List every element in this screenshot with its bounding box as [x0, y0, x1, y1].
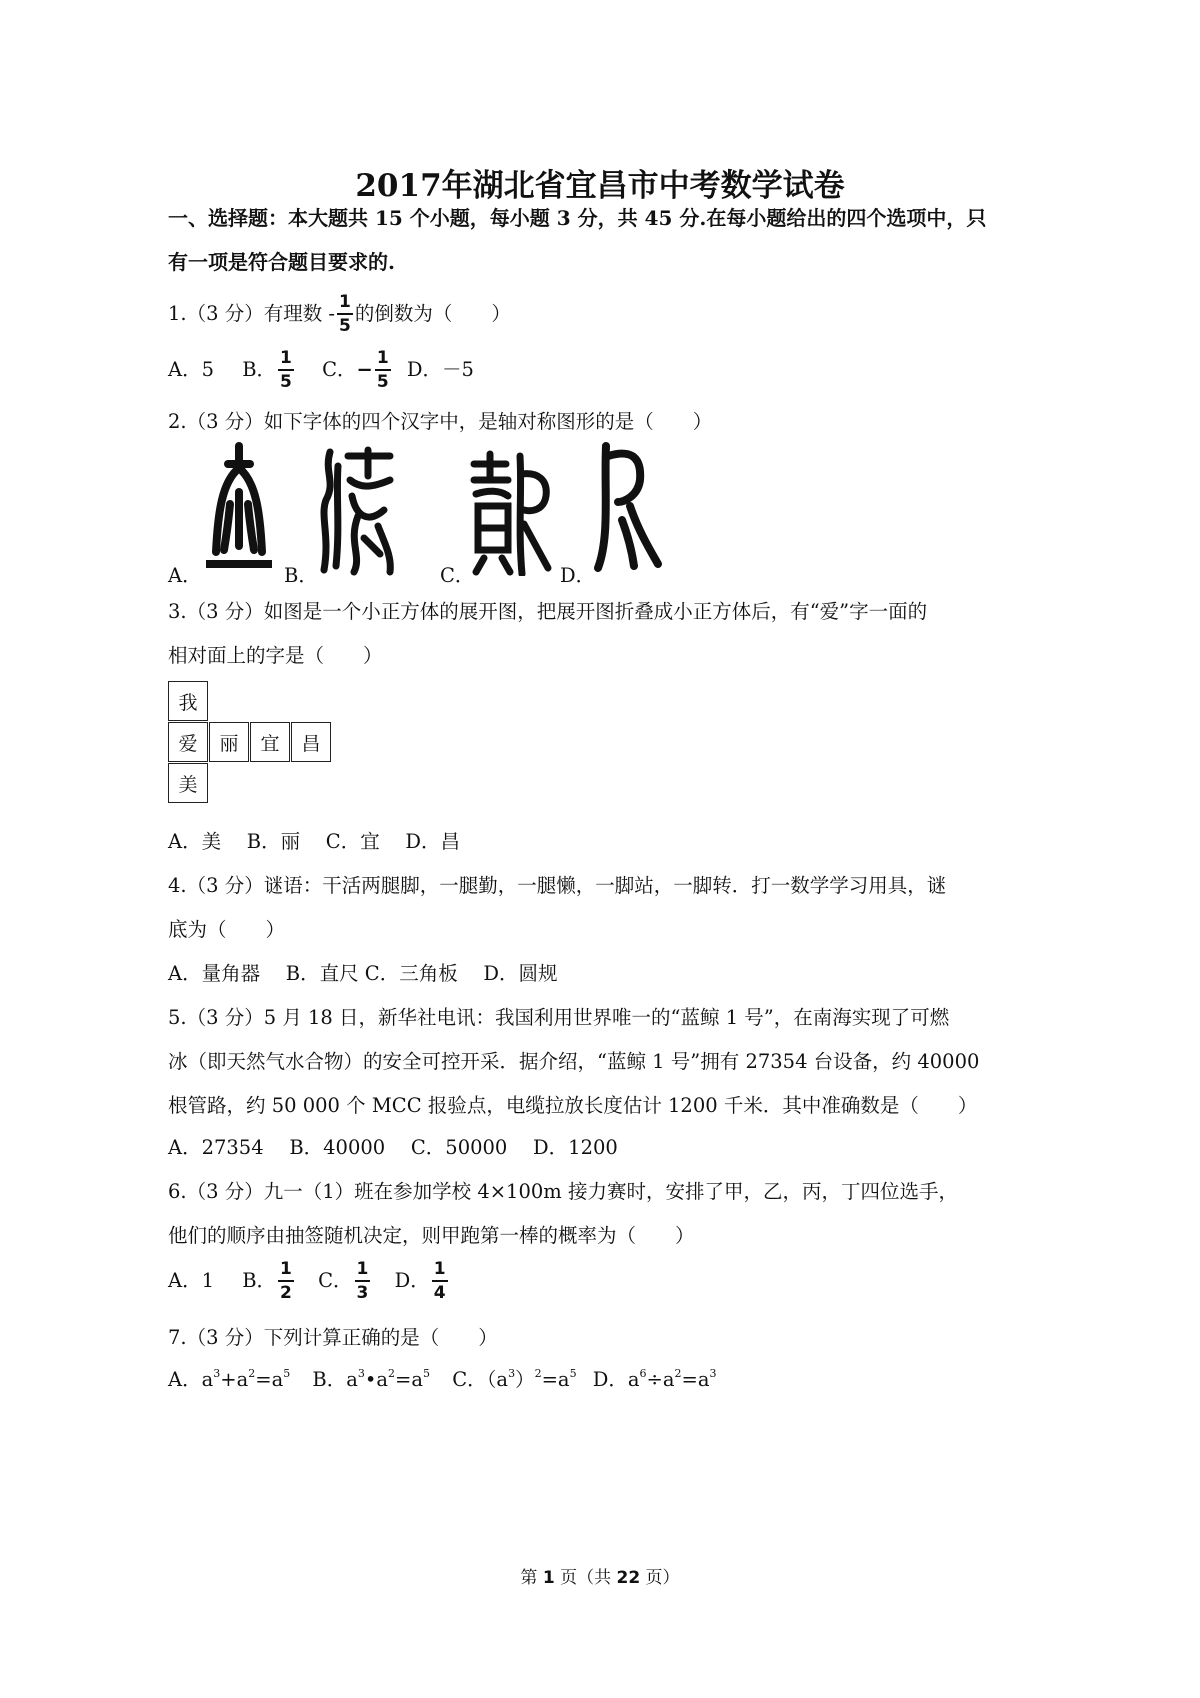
- fraction: [375, 350, 391, 391]
- question-4-line1: 4.（3 分）谜语：干活两腿脚，一腿勤，一腿懒，一脚站，一脚转．打一数学学习用具，谜: [168, 874, 947, 897]
- question-5-line1: 5.（3 分）5 月 18 日，新华社电讯：我国利用世界唯一的“蓝鲸 1 号”，在南海实现了可燃: [168, 1006, 950, 1029]
- seal-character-a-image: [204, 442, 274, 574]
- net-cell-mei: 美: [168, 763, 208, 803]
- seal-character-d-image: [592, 440, 664, 574]
- question-5-line3: 根管路，约 50 000 个 MCC 报验点，电缆拉放长度估计 1200 千米．其中准确数是（ ）: [168, 1094, 978, 1117]
- option-b-label: B．: [242, 358, 277, 381]
- footer-middle: 页（共: [554, 1568, 617, 1588]
- option-b-label: B．: [242, 1269, 277, 1292]
- fraction: [355, 1261, 371, 1302]
- question-1-options: [168, 350, 474, 391]
- option-a-label: A．: [168, 564, 202, 587]
- question-3-options: A．美 B．丽 C．宜 D．昌: [168, 830, 461, 853]
- question-1-prefix: 1.（3 分）有理数 -: [168, 302, 335, 325]
- footer-suffix: 页）: [640, 1568, 680, 1588]
- question-5-options: A．27354 B．40000 C．50000 D．1200: [168, 1136, 618, 1159]
- numerator: 1: [432, 1261, 448, 1282]
- numerator: 1: [355, 1261, 371, 1282]
- question-2-stem: 2.（3 分）如下字体的四个汉字中，是轴对称图形的是（ ）: [168, 410, 713, 433]
- fraction: [337, 294, 353, 335]
- denominator: 5: [280, 372, 292, 392]
- net-cell-li: 丽: [209, 722, 249, 762]
- question-7-stem: 7.（3 分）下列计算正确的是（ ）: [168, 1326, 498, 1349]
- option-c-label: C．: [440, 564, 475, 587]
- section-heading-line1: 一、选择题：本大题共 15 个小题，每小题 3 分，共 45 分.在每小题给出的四个选项中，只: [168, 206, 987, 230]
- numerator: 1: [337, 294, 353, 315]
- seal-character-c-image: [468, 450, 554, 576]
- fraction: [432, 1261, 448, 1302]
- option-c-label: C．: [322, 358, 357, 381]
- page-number: 1: [542, 1568, 555, 1588]
- question-1-suffix: 的倒数为（ ）: [354, 302, 511, 325]
- question-7-options: [168, 1364, 717, 1392]
- denominator: 2: [280, 1283, 292, 1303]
- question-4-options: A．量角器 B．直尺 C．三角板 D．圆规: [168, 962, 558, 985]
- minus-sign: −: [356, 358, 373, 381]
- fraction: [278, 1261, 294, 1302]
- option-d-label: D．: [560, 564, 596, 587]
- denominator: 4: [433, 1283, 446, 1303]
- denominator: 5: [339, 316, 351, 336]
- numerator: 1: [375, 350, 391, 371]
- denominator: 5: [376, 372, 389, 392]
- option-b-label: B．: [284, 564, 318, 587]
- question-6-line1: 6.（3 分）九一（1）班在参加学校 4×100m 接力赛时，安排了甲，乙，丙，丁四位选手，: [168, 1180, 958, 1203]
- fraction: [278, 350, 294, 391]
- option-c-label: C．: [318, 1269, 353, 1292]
- page-footer: [0, 1563, 1200, 1588]
- page-title: 2017年湖北省宜昌市中考数学试卷: [355, 168, 845, 204]
- numerator: 1: [278, 1261, 294, 1282]
- denominator: 3: [356, 1283, 369, 1303]
- total-pages: 22: [616, 1568, 641, 1588]
- option-d-label: D．: [394, 1269, 430, 1292]
- option-a: A．5: [168, 358, 214, 381]
- question-4-line2: 底为（ ）: [168, 918, 286, 941]
- section-heading-line2: 有一项是符合题目要求的.: [168, 250, 395, 274]
- net-cell-wo: 我: [168, 681, 208, 721]
- net-cell-chang: 昌: [291, 722, 331, 762]
- seal-character-b-image: [318, 446, 398, 576]
- question-1-stem: [168, 294, 511, 335]
- question-3-line1: 3.（3 分）如图是一个小正方体的展开图，把展开图折叠成小正方体后，有“爱”字一面的: [168, 600, 928, 623]
- question-5-line2: 冰（即天然气水合物）的安全可控开采．据介绍，“蓝鲸 1 号”拥有 27354 台设备，约 40000: [168, 1050, 980, 1073]
- footer-prefix: 第: [520, 1568, 543, 1588]
- numerator: 1: [278, 350, 294, 371]
- option-d: D．$a^6\div a^2=a^3$: [592, 1367, 717, 1391]
- option-c: C．$(a^3)^2=a^5$: [452, 1367, 577, 1391]
- option-d: D．－5: [406, 358, 474, 381]
- question-3-line2: 相对面上的字是（ ）: [168, 644, 383, 667]
- net-cell-yi: 宜: [250, 722, 290, 762]
- net-cell-ai: 爱: [168, 722, 208, 762]
- option-a: A．$a^3+a^2=a^5$: [168, 1367, 291, 1391]
- option-b: B．$a^3•a^2=a^5$: [312, 1367, 431, 1391]
- option-a: A．1: [168, 1269, 214, 1292]
- question-6-options: [168, 1261, 450, 1302]
- question-6-line2: 他们的顺序由抽签随机决定，则甲跑第一棒的概率为（ ）: [168, 1224, 695, 1247]
